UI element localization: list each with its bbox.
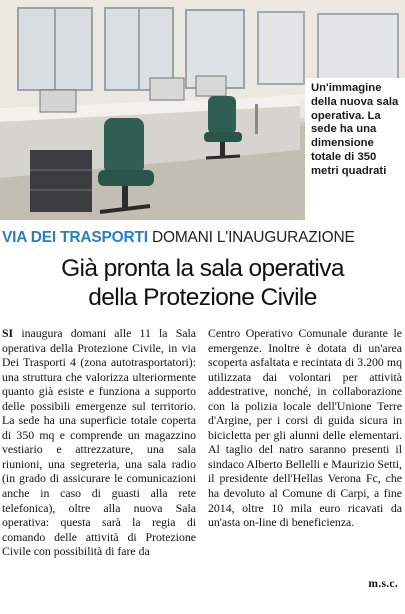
author-signature: m.s.c. [368, 578, 398, 590]
column-1-text: inaugura domani alle 11 la Sala operativa della Protezione Civile, in via Dei Trasporti 4 (zona autotrasportatori): una struttura che valorizza ulteriormente quanto già esiste e funziona a supporto delle possibili emergenze sul territorio. La sede ha una superficie totale coperta di 350 mq e comprende un magazzino vestiario e attrezzature, una sala riunioni, una segreteria, una sala radio (in grado di assicurare le comunicazioni anche in caso di guasti alla rete telefonica), oltre alla nuova Sala operativa: questa sarà la regia di comando delle attività di Protezione Civile con possibilità di fare da [2, 326, 196, 559]
kicker-highlight: VIA DEI TRASPORTI [2, 229, 148, 246]
column-2-text-b: Inoltre è dotata di un'area scoperta asfaltata e recintata di 3.200 mq utilizzata dai volontari per attività addestrative, nonché, in collaborazione con la polizia locale dell'Unione Terre d'Argine, per i corsi di guida sicura in bicicletta per gli alunni delle elementari. Al taglio del natro saranno presenti il sindaco Alberto Bellelli e Maurizio Setti, il presidente dell'Hellas Verona Fc, che ha devoluto al Comune di Carpi, a fine 2014, oltre 10 mila euro ricavati da un'asta on-line di beneficienza. [208, 340, 402, 530]
photo-caption-box [305, 78, 405, 220]
headline-line-1: Già pronta la sala operativa [61, 255, 344, 282]
headline-line-2: della Protezione Civile [88, 284, 317, 311]
kicker-subtitle: DOMANI L'INAUGURAZIONE [151, 229, 355, 246]
article-kicker [2, 229, 402, 247]
column-2-text-a: Centro Operativo Comunale durante le emergenze. [208, 326, 402, 355]
photo-caption: Un'immagine della nuova sala operativa. La sede ha una dimensione totale di 350 metri quadrati [311, 82, 399, 177]
article-photo [0, 0, 405, 220]
article-column-2 [208, 326, 402, 530]
lead-word: SI [2, 326, 14, 340]
article-column-1 [2, 326, 196, 559]
article-headline [0, 254, 405, 312]
